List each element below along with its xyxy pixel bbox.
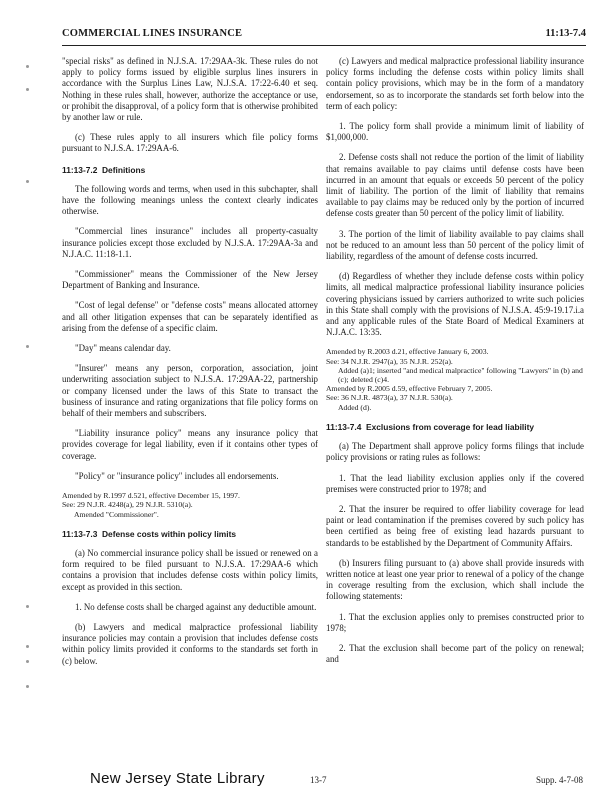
header-rule <box>62 45 586 46</box>
amendment-note: Amended by R.1997 d.521, effective December 15, 1997. <box>62 491 240 501</box>
definition: "Insurer" means any person, corporation, association, joint underwriting association subject to N.J.S.A. 17:29AA-22, partnership or company licensed under the laws of this State to transact the business of insurance and rating organizations that file policy forms on behalf of their members and subscribers. <box>62 363 318 419</box>
amendment-note: Amended by R.2005 d.59, effective February 7, 2005. <box>326 384 493 394</box>
paragraph: (a) The Department shall approve policy forms filings that include policy provisions or rating rules as follows: <box>326 441 584 463</box>
section-heading <box>62 165 318 176</box>
section-number: 11:13-7.3 <box>62 528 98 539</box>
section-heading <box>326 422 584 433</box>
paragraph: (b) Lawyers and medical malpractice professional liability insurance policies may contain a provision that includes defense costs within policy limits provided it conforms to the standards set forth in (c) below. <box>62 621 318 666</box>
header-section-code: 11:13-7.4 <box>545 28 586 39</box>
scan-margin-marks <box>26 60 32 800</box>
list-item: 2. That the exclusion shall become part of the policy on renewal; and <box>326 642 584 665</box>
running-header <box>62 28 586 44</box>
section-title: Defense costs within policy limits <box>102 528 237 539</box>
amendment-note: See: 34 N.J.R. 2947(a), 35 N.J.R. 252(a). <box>326 356 453 366</box>
supplement-date: Supp. 4-7-08 <box>536 775 583 785</box>
paragraph: (c) Lawyers and medical malpractice professional liability insurance policy forms including the defense costs within policy limits shall contain policy provisions, which may be in the form of a mandatory endorsement, so as to incorporate the standards set forth below into the term of each policy: <box>326 56 584 111</box>
header-title: COMMERCIAL LINES INSURANCE <box>62 28 243 39</box>
amendment-note: Added (d). <box>338 402 372 412</box>
list-item: 1. The policy form shall provide a minimum limit of liability of $1,000,000. <box>326 121 584 143</box>
list-item: 2. That the insurer be required to offer liability coverage for lead paint or lead contamination if the premises covered by such policy has been certified as being free of existing lead hazards pursuant to standards to be established by the Department of Community Affairs. <box>326 503 584 548</box>
list-item: 2. Defense costs shall not reduce the portion of the limit of liability that remains available to pay claims until defense costs have been incurred in an amount that equals or exceeds 50 percent of the policy limit of liability. The portion of the limit of liability that remains available to pay claims may be reduced only by the portion of incurred defense costs greater than 50 percent of the policy limit of liability. <box>326 152 584 219</box>
paragraph: (a) No commercial insurance policy shall be issued or renewed on a form required to be filed pursuant to N.J.S.A. 17:29AA-6 which contains a provision that includes defense costs within policy limits, except as provided in this section. <box>62 547 318 592</box>
library-watermark: New Jersey State Library <box>90 770 265 787</box>
definition: "Policy" or "insurance policy" includes all endorsements. <box>75 470 279 481</box>
section-title: Exclusions from coverage for lead liability <box>366 421 535 432</box>
paragraph: (c) These rules apply to all insurers which file policy forms pursuant to N.J.S.A. 17:29AA-6. <box>62 132 318 154</box>
amendment-note: See: 36 N.J.R. 4873(a), 37 N.J.R. 530(a). <box>326 393 453 403</box>
paragraph: "special risks" as defined in N.J.S.A. 17:29AA-3k. These rules do not apply to policy forms issued by eligible surplus lines insurers in accordance with the Surplus Lines Law, N.J.S.A. 17:22-6.40 et seq. Nothing in these rules shall, however, authorize the acceptance or use, or prohibit the disapproval, of a policy form that is otherwise prohibited by another law or rule. <box>62 56 318 123</box>
right-column <box>326 56 584 674</box>
section-number: 11:13-7.4 <box>326 421 362 432</box>
definition: "Commissioner" means the Commissioner of the New Jersey Department of Banking and Insurance. <box>62 269 318 291</box>
amendment-note: Added (a)1; inserted "and medical malpractice" following "Lawyers" in (b) and (c); deleted (c)4. <box>338 365 583 385</box>
section-title: Definitions <box>102 164 146 175</box>
page-number: 13-7 <box>310 775 327 785</box>
list-item: 1. That the lead liability exclusion applies only if the covered premises were constructed prior to 1978; and <box>326 472 584 494</box>
amendment-note: Amended by R.2003 d.21, effective January 6, 2003. <box>326 347 489 357</box>
definition: "Day" means calendar day. <box>75 343 171 354</box>
left-column <box>62 56 318 676</box>
definition: "Cost of legal defense" or "defense costs" means allocated attorney and all other litigation expenses that can be separately identified as arising from the defense of a specific claim. <box>62 300 318 333</box>
amendment-note: Amended "Commissioner". <box>74 509 159 519</box>
paragraph: (b) Insurers filing pursuant to (a) above shall provide insureds with written notice at least one year prior to renewal of a policy of the change in coverage resulting from the exclusion, which shall include the following statements: <box>326 557 584 602</box>
amendment-note: See: 29 N.J.R. 4248(a), 29 N.J.R. 5310(a). <box>62 500 193 510</box>
paragraph: The following words and terms, when used in this subchapter, shall have the following meanings unless the context clearly indicates otherwise. <box>62 183 318 217</box>
definition: "Liability insurance policy" means any insurance policy that provides coverage for legal liability, even if it contains other types of coverage. <box>62 428 318 461</box>
section-heading <box>62 529 318 540</box>
paragraph: (d) Regardless of whether they include defense costs within policy limits, all medical malpractice professional liability insurance policies covering physicians issued by carriers authorized to write such policies in this State shall comply with the provisions of N.J.S.A. 45:9-19.17.i.a and any applicable rules of the State Board of Medical Examiners at N.J.A.C. 13:35. <box>326 271 584 338</box>
list-item: 1. That the exclusion applies only to premises constructed prior to 1978; <box>326 611 584 633</box>
definition: "Commercial lines insurance" includes all property-casualty insurance policies except those excluded by N.J.S.A. 17:29AA-3a and N.J.A.C. 11:18-1.1. <box>62 226 318 259</box>
list-item: 3. The portion of the limit of liability available to pay claims shall not be reduced to an amount less than 50 percent of the policy limit of liability, regardless of the amount of defense costs incurred. <box>326 228 584 262</box>
section-number: 11:13-7.2 <box>62 164 98 175</box>
list-item: 1. No defense costs shall be charged against any deductible amount. <box>75 601 317 612</box>
